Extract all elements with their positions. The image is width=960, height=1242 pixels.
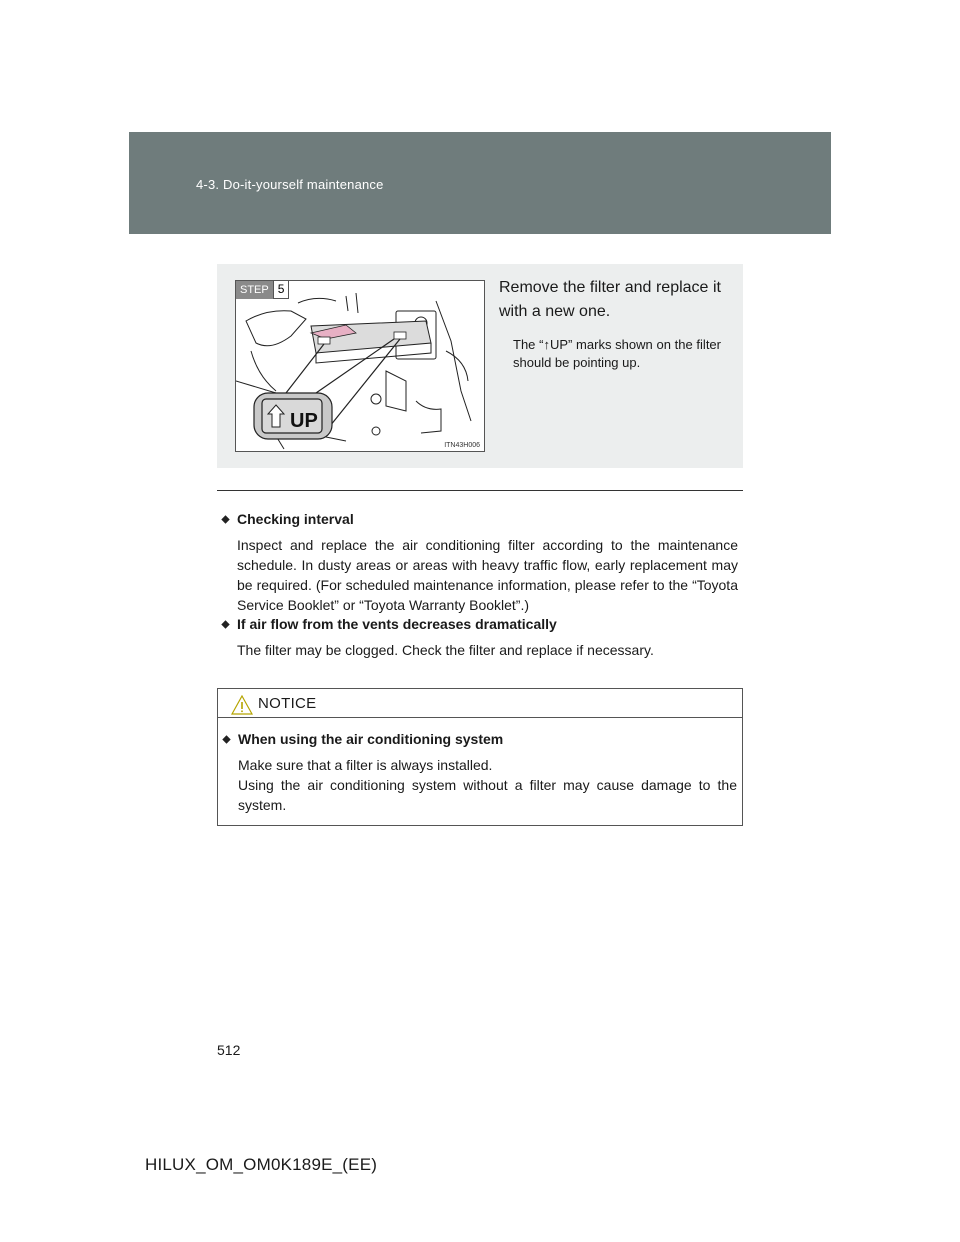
- illustration-code: ITN43H006: [444, 442, 480, 449]
- info-air-flow: [222, 614, 738, 660]
- bullet-icon: [221, 620, 229, 628]
- filter-drawing: [236, 281, 484, 451]
- step-instruction: Remove the filter and replace it with a new one.: [499, 279, 721, 320]
- notice-heading: When using the air conditioning system: [223, 729, 737, 749]
- notice-line-1: Make sure that a filter is always installed.: [238, 757, 493, 773]
- section-title: 4-3. Do-it-yourself maintenance: [196, 177, 384, 192]
- bullet-icon: [221, 515, 229, 523]
- step-badge-number: 5: [273, 281, 290, 299]
- step-badge: [236, 281, 289, 299]
- notice-box: [217, 688, 743, 826]
- step-badge-label: STEP: [236, 281, 273, 299]
- warning-triangle-icon: [231, 695, 253, 715]
- footer-code: HILUX_OM_OM0K189E_(EE): [145, 1155, 378, 1174]
- notice-body: [223, 729, 737, 815]
- notice-title: NOTICE: [258, 695, 317, 712]
- notice-header: [218, 689, 742, 718]
- notice-line-2: Using the air conditioning system without a filter may cause damage to the system.: [238, 777, 737, 813]
- info-checking-interval: [222, 509, 738, 615]
- info-heading: If air flow from the vents decreases dramatically: [222, 614, 738, 634]
- info-text: Inspect and replace the air conditioning filter according to the maintenance schedule. In dusty areas or areas with heavy traffic flow, early replacement may be required. (For scheduled maintenance information, please refer to the “Toyota Service Booklet” or “Toyota Warranty Booklet”.): [237, 537, 738, 613]
- bullet-icon: [222, 735, 230, 743]
- page-header: [129, 132, 831, 234]
- info-text: The filter may be clogged. Check the filter and replace if necessary.: [237, 642, 654, 658]
- svg-text:UP: UP: [290, 410, 318, 432]
- filter-illustration: [235, 280, 485, 452]
- page-number: 512: [217, 1042, 241, 1058]
- step-note: The “↑UP” marks shown on the filter should be pointing up.: [513, 337, 721, 370]
- info-heading: Checking interval: [222, 509, 738, 529]
- step-text: [499, 276, 721, 372]
- section-divider: [217, 490, 743, 491]
- step-panel: [217, 264, 743, 468]
